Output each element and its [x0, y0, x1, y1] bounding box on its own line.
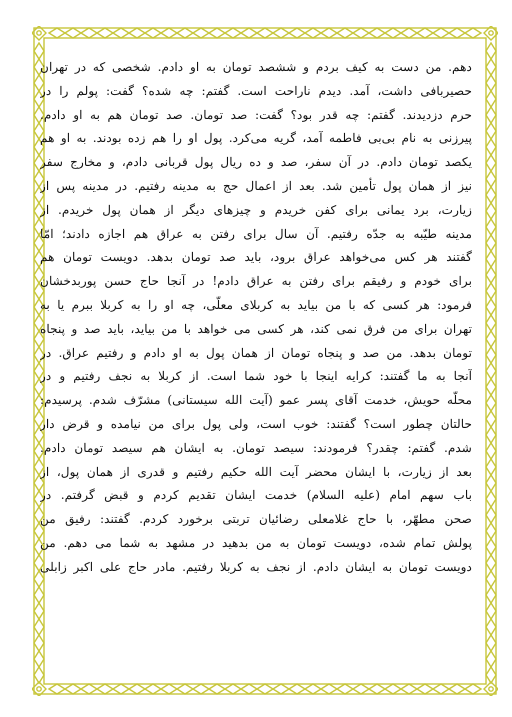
- border-diamond: [489, 687, 493, 691]
- border-diamond: [129, 28, 145, 38]
- border-diamond: [486, 219, 496, 235]
- border-diamond: [486, 539, 496, 555]
- text-line: حصیربافی داشت، آمد. دیدم ناراحت است. گفتم: چه شده؟ گفت: پولم را در: [40, 83, 472, 98]
- text-line: شدم. گفتم: چقدر؟ فرمودند: سیصد تومان. به ایشان هم سیصد تومان دادم.: [40, 440, 472, 455]
- border-diamond: [193, 28, 209, 38]
- border-diamond: [337, 28, 353, 38]
- border-diamond: [385, 28, 401, 38]
- border-diamond: [486, 491, 496, 507]
- border-diamond: [209, 28, 225, 38]
- border-diamond: [433, 28, 449, 38]
- text-line: آنجا به ما گفتند: کرایه اینجا با خود شما است. از کربلا به نجف رفتیم و در: [40, 369, 472, 384]
- border-diamond: [65, 28, 81, 38]
- border-diamond: [486, 107, 496, 123]
- border-diamond: [486, 571, 496, 587]
- border-diamond: [486, 75, 496, 91]
- border-diamond: [97, 28, 113, 38]
- text-line: پیرزنی به نام بی‌بی فاطمه آمد، گریه می‌کرد. پول او را هم زده بودند. به او هم: [40, 131, 472, 146]
- border-diamond: [289, 28, 305, 38]
- border-diamond: [49, 28, 65, 38]
- border-diamond: [486, 299, 496, 315]
- text-line: صحن مطهّر، با حاج غلامعلی رضائیان تربتی برخورد کردم. گفتند: رفیق من: [40, 512, 472, 527]
- border-diamond: [449, 28, 465, 38]
- border-diamond: [486, 43, 496, 59]
- border-diamond: [401, 28, 417, 38]
- border-diamond: [486, 363, 496, 379]
- text-line: پولش تمام شده، دویست تومان به من بدهید در مشهد به شما می دهم. من: [40, 535, 472, 550]
- border-diamond: [486, 91, 496, 107]
- border-diamond: [145, 28, 161, 38]
- border-diamond: [486, 187, 496, 203]
- border-diamond: [486, 427, 496, 443]
- border-diamond: [486, 315, 496, 331]
- border-diamond: [37, 687, 41, 691]
- border-diamond: [486, 235, 496, 251]
- text-line: دهم. من دست به کیف بردم و ششصد تومان به او دادم. شخصی که در تهران: [40, 60, 472, 74]
- border-diamond: [486, 475, 496, 491]
- border-diamond: [353, 28, 369, 38]
- text-line: تومان بدهد. من صد و پنجاه تومان از همان پول به او دادم و رفتیم عراق. در: [40, 345, 472, 360]
- border-diamond: [486, 203, 496, 219]
- text-line: محلّه حویش، خدمت آقای پسر عمو (آیت الله سیستانی) مشرّف شدم. پرسیدم:: [40, 393, 472, 408]
- text-line: نیز از همان پول تأمین شد. بعد از اعمال حج به مدینه رفتیم. در مدینه پس از: [40, 178, 472, 193]
- border-diamond: [486, 139, 496, 155]
- text-line: مدینه طیّبه به جدّه رفتیم. آن سال برای رفتن به عراق هم اجازه دادند؛ امّا: [40, 226, 472, 241]
- border-diamond: [486, 155, 496, 171]
- border-diamond: [241, 28, 257, 38]
- border-diamond: [225, 28, 241, 38]
- text-line: یکصد تومان دادم. در آن سفر، صد و ده ریال پول قربانی دادم، و مخارج سفر: [40, 155, 472, 170]
- border-diamond: [465, 28, 481, 38]
- border-diamond: [489, 31, 493, 35]
- body-text: [40, 56, 472, 686]
- border-diamond: [273, 28, 289, 38]
- text-line: حالتان چطور است؟ گفتند: خوب است، ولی پول برای من نیامده و قرض دار: [40, 416, 472, 431]
- border-diamond: [417, 28, 433, 38]
- border-diamond: [486, 619, 496, 635]
- text-line: حرم دزدیدند. گفتم: چه قدر بود؟ گفت: صد تومان. صد تومان هم به او دادم.: [40, 107, 472, 122]
- border-diamond: [37, 31, 41, 35]
- border-diamond: [486, 443, 496, 459]
- border-diamond: [486, 379, 496, 395]
- border-diamond: [321, 28, 337, 38]
- border-diamond: [486, 123, 496, 139]
- border-diamond: [486, 267, 496, 283]
- border-diamond: [486, 603, 496, 619]
- text-line: تهران برای من فرق نمی کند، هر کسی می خواهد با من بیاید، باید صد و پنجاه: [40, 321, 472, 336]
- text-line: برای خودم و رفیقم برای رفتن به عراق دادم! در آنجا حاج حسن پوربدخشان: [40, 274, 472, 289]
- border-diamond: [486, 347, 496, 363]
- border-diamond: [486, 651, 496, 667]
- border-diamond: [257, 28, 273, 38]
- text-line: گفتند هر کس می‌خواهد عراق برود، باید صد تومان بدهد. دویست تومان هم: [40, 250, 472, 265]
- border-diamond: [486, 587, 496, 603]
- border-diamond: [486, 635, 496, 651]
- border-diamond: [486, 459, 496, 475]
- border-diamond: [81, 28, 97, 38]
- border-diamond: [161, 28, 177, 38]
- border-diamond: [486, 331, 496, 347]
- border-diamond: [177, 28, 193, 38]
- border-diamond: [486, 59, 496, 75]
- border-diamond: [305, 28, 321, 38]
- border-diamond: [486, 555, 496, 571]
- border-diamond: [486, 395, 496, 411]
- border-diamond: [486, 523, 496, 539]
- text-line: بعد از زیارت، با ایشان محضر آیت الله حکیم رفتیم و قدری از همان پول، از: [40, 464, 472, 479]
- text-line: دویست تومان به ایشان دادم. از نجف به کربلا رفتیم. مادر حاج علی اکبر زابلی: [40, 559, 472, 574]
- border-diamond: [486, 411, 496, 427]
- border-diamond: [486, 507, 496, 523]
- border-diamond: [486, 283, 496, 299]
- border-diamond: [486, 251, 496, 267]
- border-diamond: [486, 171, 496, 187]
- border-diamond: [369, 28, 385, 38]
- text-line: باب سهم امام (علیه السلام) خدمت ایشان تقدیم کردم و قبض گرفتم. در: [40, 488, 472, 503]
- text-line: زیارت، برد یمانی برای کفن خریدم و چیزهای دیگر از همان پول خریدم. از: [40, 202, 472, 217]
- text-line: فرمود: هر کسی که با من بیاید به کربلای معلّی، چه او را به کربلا ببرم یا به: [40, 297, 472, 312]
- border-diamond: [486, 667, 496, 683]
- border-diamond: [113, 28, 129, 38]
